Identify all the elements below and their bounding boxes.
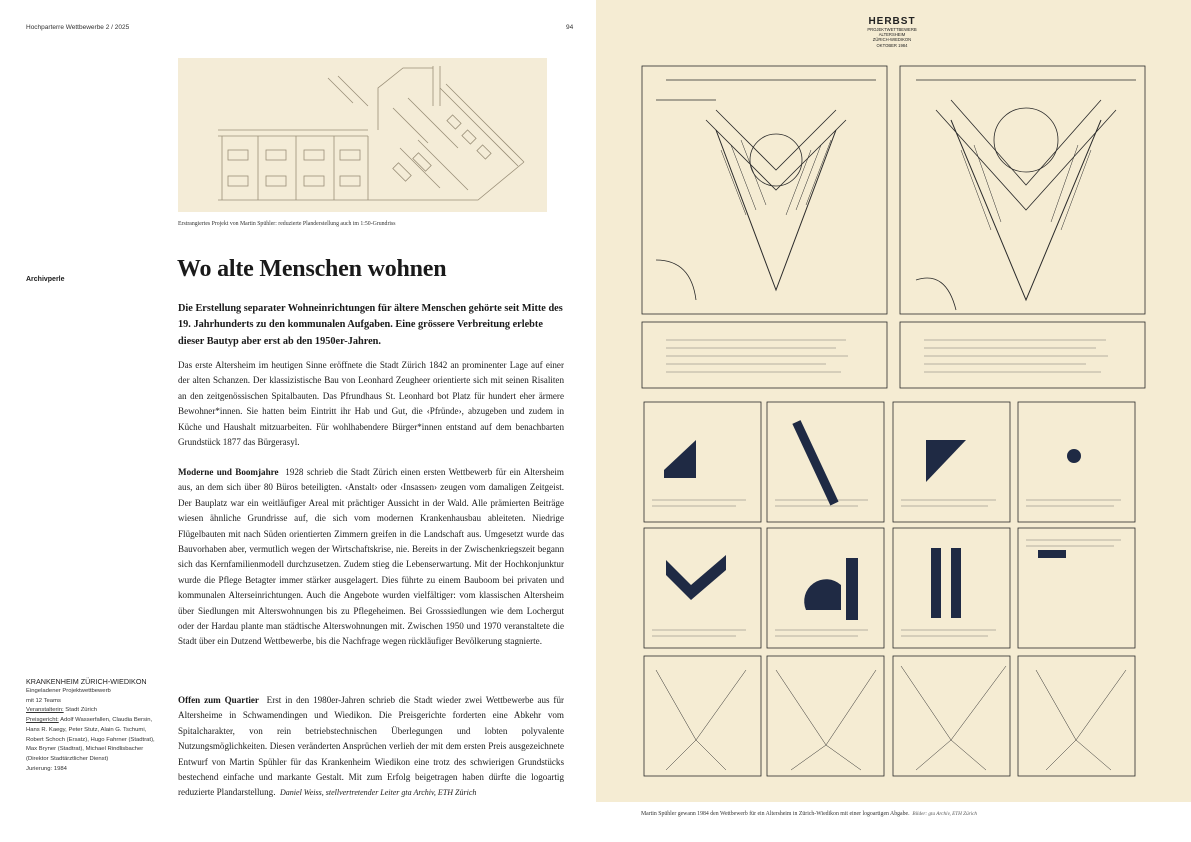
headline: Wo alte Menschen wohnen [177, 256, 447, 282]
body-paragraph-3 [178, 693, 564, 801]
floor-plan-image [178, 58, 547, 212]
poster-subtitle-1: PROJEKTWETTBEWERB [867, 27, 917, 32]
running-header: Hochparterre Wettbewerbe 2 / 2025 [26, 24, 130, 31]
top-image-caption: Erstrangiertes Projekt von Martin Spühler: reduzierte Planderstellung auch im 1:50-Grundriss [178, 221, 396, 227]
poster-caption [641, 811, 1181, 817]
jury-label: Preisgericht: [26, 717, 59, 724]
lead-paragraph: Die Erstellung separater Wohneinrichtungen für ältere Menschen gehörte seit Mitte des 19. Jahrhunderts zu den kommunalen Aufgaben. Eine grössere Verbreitung erlebte dieser Bautyp aber erst ab den 1950er-Jahren. [178, 303, 563, 347]
jury-value: Adolf Wasserfallen, Claudia Bersin, Hans R. Kaegy, Peter Stutz, Alain G. Tschumi, Robert Schoch (Ersatz), Hugo Fahrner (Stadtrat), Max Bryner (Stadtrat), Michael Rindlisbacher (Direktor Stadtärztlicher Dienst) [26, 717, 155, 762]
organizer-value: Stadt Zürich [65, 707, 98, 714]
body-paragraph-2-text: 1928 schrieb die Stadt Zürich einen ersten Wettbewerb für ein Altersheim aus, an dem sich über 80 Büros beteiligten. ‹Anstalt› oder ‹Insassen› zeugen vom damaligen Zeitgeist. Der Bauplatz war ein weitläufiger Areal mit prächtiger Aussicht in der Wald. Alle prämierten Beiträge wiesen ähnliche Grundrisse auf, die sich vom modernen Krankenhausbau ableiteten. Niedrige Flügelbauten mit nach Süden orientierten Zimmern greifen in die Landschaft aus. Umgesetzt wurde das Bauvorhaben aber, vermutlich wegen der Wirtschaftskrise, nie. Bereits in der Zwischenkriegszeit begann sich das Kernfamilienmodell durchzusetzen. Zudem stieg die Lebenserwartung. Mit der Hochkonjunktur wurde die Pflege Betagter immer stärker ausgelagert. Dies führte zu einem Bauboom bei privaten und kommunalen Alterseinrichtungen. Auch die Angebote wurden vielfältiger: vom klassischen Altersheim über Siedlungen mit Alterswohnungen bis zu Pflegeheimen. Bei Grosssiedlungen wie dem Lochergut oder der Hardau plante man städtische Alterswohnungen mit. Zwischen 1950 und 1970 veranstaltete die Stadt über ein Dutzend Wettbewerbe, bis die Nachfrage wegen rückläufiger Bevölkerung stagnierte. [178, 467, 564, 647]
sidebar-line: Eingeladener Projektwettbewerb [26, 688, 111, 694]
poster-subtitle-4: OKTOBER 1984 [876, 42, 908, 48]
floor-plan-drawing [178, 58, 547, 212]
project-info-sidebar [26, 677, 156, 774]
poster-title-block [827, 16, 957, 48]
poster-drawing [596, 0, 1191, 802]
subheading-moderne: Moderne und Boomjahre [178, 467, 279, 477]
sidebar-line: mit 12 Teams [26, 697, 61, 704]
poster-title: HERBST [868, 16, 916, 27]
poster-caption-text: Martin Spühler gewann 1984 den Wettbewerb für ein Altersheim in Zürich-Wiedikon mit einer logoartigen Abgabe. [641, 811, 910, 817]
body-paragraph-3-text: Erst in den 1980er-Jahren schrieb die Stadt wieder zwei Wettbewerbe aus für Altersheime in Schwamendingen und Wiedikon. Die Preisgerichte forderten eine Abkehr vom Spitalcharakter, von rein betriebstechnischen Überlegungen und lobten polyvalente Nutzungsmöglichkeiten. Diesen veränderten Ansprüchen verlieh der mit dem ersten Preis ausgezeichnete Entwurf von Martin Spühler für das Krankenheim Wiedikon eine trotz des schwierigen Grundstücks bestechend einfache und markante Gestalt. Mit zum Erfolg beigetragen haben dürfte die logoartig reduzierte Plandarstellung. [178, 695, 565, 798]
sidebar-title: KRANKENHEIM ZÜRICH-WIEDIKON [26, 677, 147, 686]
poster-subtitle-2: ALTERSHEIM [878, 32, 906, 38]
competition-poster [596, 0, 1191, 802]
page-number: 94 [566, 24, 574, 31]
organizer-label: Veranstalterin: [26, 707, 64, 714]
body-paragraph-2 [178, 465, 564, 650]
sidebar-judging-date: Jurierung: 1984 [26, 765, 67, 772]
sidebar-organizer [26, 706, 156, 716]
image-credit: Bilder: gta Archiv, ETH Zürich [912, 811, 978, 817]
sidebar-jury [26, 716, 156, 765]
author-byline: Daniel Weiss, stellvertretender Leiter gta Archiv, ETH Zürich [280, 788, 477, 798]
body-paragraph-1: Das erste Altersheim im heutigen Sinne eröffnete die Stadt Zürich 1842 an prominenter Lage auf einer der alten Schanzen. Der klassizistische Bau von Leonhard Zeugheer orientierte sich mit seinen Risaliten an den zeitgenössischen Spitalbauten. Das Pfrundhaus St. Leonhard bot Platz für hundert eher ärmere Bewohner*innen. Sie hatten beim Eintritt ihr Hab und Gut, die ‹Pfründe›, abzugeben und zudem in Küche und Haushalt mitzuarbeiten. Für wohlhabendere Bürger*innen entstand auf dem benachbarten Grundstück 1877 das Bürgerasyl. [178, 360, 564, 448]
poster-subtitle-3: ZÜRICH-WIEDIKON [872, 37, 912, 43]
section-label: Archivperle [26, 276, 65, 283]
subheading-offen: Offen zum Quartier [178, 695, 259, 705]
